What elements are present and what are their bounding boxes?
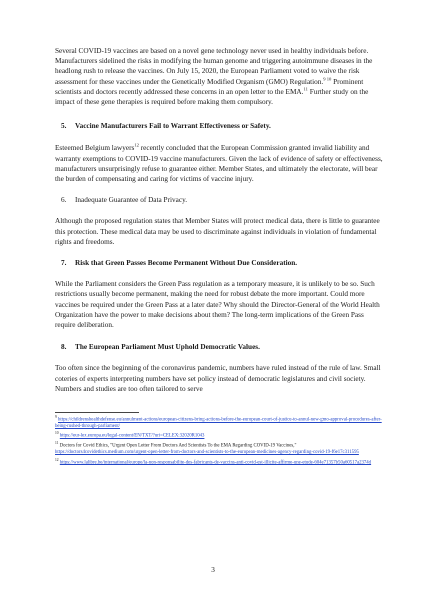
- footnote-9: [55, 417, 384, 430]
- footnote-link[interactable]: https://www.lalibre.be/international/europe/la-non-responsabilite-des-fabricants-de-vaccins-anti-covid-est-illicite-affirme-une-etude-604e71357b50a60517a2374d: [59, 460, 372, 466]
- footnote-link[interactable]: https://eur-lex.europa.eu/legal-content/EN/TXT/?uri=CELEX:32020R1043: [59, 434, 205, 440]
- footnote-11: [55, 443, 384, 456]
- section-title: Inadequate Guarantee of Data Privacy.: [75, 196, 188, 205]
- paragraph-text: Several COVID-19 vaccines are based on a novel gene technology never used in healthy individuals before. Manufacturers sidelined the risks in modifying the human genome and triggering autoimmune diseases in the headlong rush to release the vaccines. On July 15, 2020, the European Parliament voted to waive the risk assessment for these vaccines under the Genetically Modified Organism (GMO) Regulation.: [55, 47, 373, 86]
- section-heading-6: [55, 195, 384, 205]
- footnote-mark: 9: [55, 415, 57, 420]
- paragraph-gene-technology: [55, 46, 384, 107]
- section-number: 7.: [61, 259, 67, 268]
- section-title: The European Parliament Must Uphold Democratic Values.: [75, 343, 260, 352]
- footnote-ref[interactable]: 9 10: [323, 76, 332, 82]
- section-title: Risk that Green Passes Become Permanent Without Due Consideration.: [75, 259, 298, 268]
- footnote-ref[interactable]: 11: [303, 86, 308, 92]
- footnote-divider: [55, 412, 139, 413]
- paragraph-lawyers: [55, 143, 384, 184]
- section-heading-8: [55, 342, 384, 352]
- footnote-text: Doctors for Covid Ethics, "Urgent Open Letter From Doctors And Scientists To the EMA Regarding COVID-19 Vaccines,": [59, 444, 297, 450]
- paragraph-text: Further study on the impact of these gene therapies is required before making them compulsory.: [55, 87, 369, 107]
- paragraph-data-privacy: Although the proposed regulation states that Member States will protect medical data, there is little to guarantee this protection. These medical data may be used to discriminate against individuals in violation of fundamental rights and freedoms.: [55, 217, 380, 246]
- paragraph-text: Prominent scientists and doctors recently addressed these concerns in an open letter to the EMA.: [55, 77, 364, 96]
- section-heading-7: [55, 258, 384, 268]
- page-number: 3: [211, 566, 215, 574]
- section-number: 8.: [61, 343, 67, 352]
- section-title: Vaccine Manufacturers Fail to Warrant Effectiveness or Safety.: [75, 122, 271, 131]
- section-number: 6.: [61, 196, 67, 205]
- paragraph-green-pass: While the Parliament considers the Green Pass regulation as a temporary measure, it is unlikely to be so. Such restrictions usually become permanent, making the need for robust debate the more important. Could more vaccines be required under the Green Pass at a later date? Why should the Director-General of the World Health Organization have the power to make decisions about them? The long-term implications of the Green Pass require deliberation.: [55, 280, 380, 330]
- footnote-mark: 11: [55, 441, 59, 446]
- footnote-12: [55, 457, 384, 467]
- paragraph-text: Esteemed Belgium lawyers: [55, 144, 135, 153]
- footnote-ref[interactable]: 12: [134, 143, 139, 149]
- footnote-10: [55, 433, 384, 440]
- footnote-link[interactable]: https://childrenshealthdefense.eu/annulment-actions/european-citizens-bring-actions-before-the-european-court-of-justice-to-annul-new-gmo-approval-procedures-after-being-rushed-through-parliament/: [55, 417, 382, 430]
- paragraph-text: recently concluded that the European Commission granted invalid liability and warranty exemptions to COVID-19 vaccine manufacturers. Given the lack of evidence of safety or effectiveness, manufacturers unsurprisingly refuse to guarantee either. Member States, and ultimately the electorate, will bear the burden of compensating and caring for victims of vaccine injury.: [55, 144, 383, 184]
- section-heading-5: [55, 121, 384, 131]
- footnote-link[interactable]: https://doctors4covidethics.medium.com/urgent-open-letter-from-doctors-and-scientists-to-the-european-medicines-agency-regarding-covid-19-f6e17c311595: [55, 450, 359, 456]
- paragraph-democratic-values: Too often since the beginning of the coronavirus pandemic, numbers have ruled instead of the rule of law. Small coteries of experts interpreting numbers have set policy instead of democratic legislatures and civil society. Numbers and studies are too often tailored to serve: [55, 364, 381, 393]
- section-number: 5.: [61, 122, 67, 131]
- footnote-mark: 10: [55, 431, 59, 436]
- footnote-mark: 12: [55, 457, 59, 462]
